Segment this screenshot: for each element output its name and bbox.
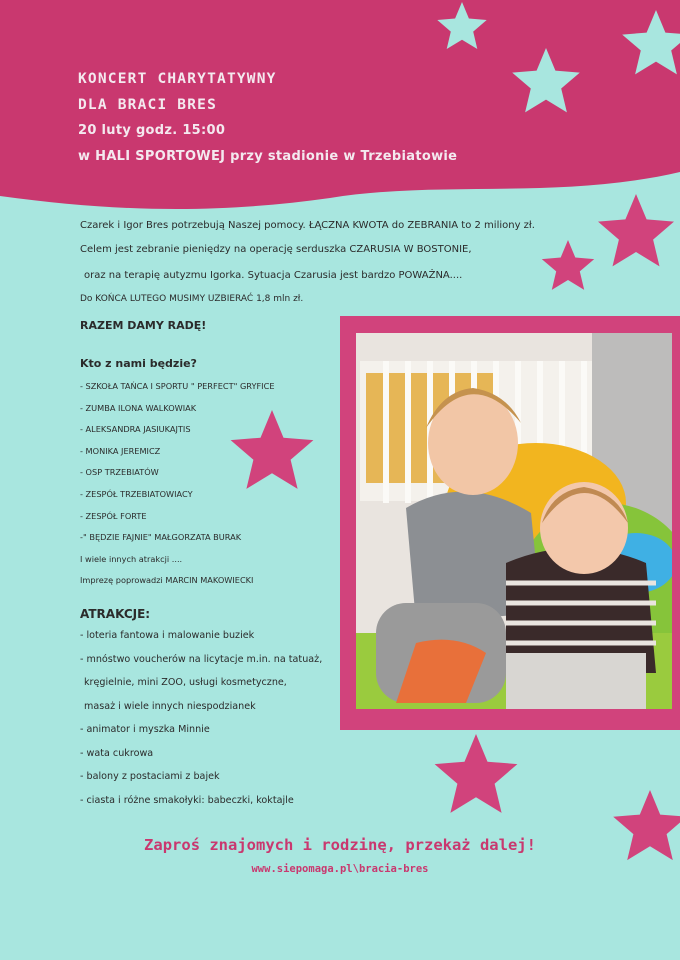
list-item: - SZKOŁA TAŃCA I SPORTU " PERFECT" GRYFICE [80, 381, 275, 391]
list-item: - ZUMBA ILONA WALKOWIAK [80, 402, 197, 413]
list-item: - MONIKA JEREMICZ [80, 445, 161, 456]
star-icon [542, 240, 594, 290]
children-photo [356, 333, 672, 709]
star-icon [598, 194, 674, 266]
list-item: - loteria fantowa i malowanie buziek [80, 630, 255, 641]
event-title-line2: DLA BRACI BRES [78, 97, 218, 113]
intro-line: Do KOŃCA LUTEGO MUSIMY UZBIERAĆ 1,8 mln zł. [80, 294, 304, 304]
guests-list [80, 380, 275, 596]
share-call-to-action: Zaproś znajomych i rodzinę, przekaż dalej! [144, 836, 536, 854]
list-item: kręgielnie, mini ZOO, usługi kosmetyczne, [84, 677, 287, 688]
list-item: - ZESPÓŁ TRZEBIATOWIACY [80, 488, 193, 499]
list-item: Imprezę poprowadzi MARCIN MAKOWIECKI [80, 575, 254, 586]
attractions-list [80, 630, 322, 818]
event-title-line1: KONCERT CHARYTATYWNY [78, 71, 277, 87]
event-venue: w HALI SPORTOWEJ przy stadionie w Trzebiatowie [78, 149, 458, 164]
list-item: - ALEKSANDRA JASIUKAJTIS [80, 424, 191, 435]
list-item: - animator i myszka Minnie [80, 724, 210, 735]
guests-heading: Kto z nami będzie? [80, 357, 197, 370]
intro-line: oraz na terapię autyzmu Igorka. Sytuacja Czarusia jest bardzo POWAŻNA.... [84, 270, 463, 281]
list-item: masaż i wiele innych niespodzianek [84, 700, 256, 712]
star-icon [435, 734, 518, 813]
donation-url[interactable]: www.siepomaga.pl\bracia-bres [251, 863, 429, 875]
motto: RAZEM DAMY RADĘ! [80, 319, 207, 332]
attractions-heading: ATRAKCJE: [80, 607, 151, 621]
children-photo-icon [356, 333, 672, 709]
intro-line: Celem jest zebranie pieniędzy na operację serduszka CZARUSIA W BOSTONIE, [80, 244, 472, 255]
list-item: - mnóstwo voucherów na licytacje m.in. na tatuaż, [80, 653, 323, 665]
intro-line: Czarek i Igor Bres potrzebują Naszej pomocy. ŁĄCZNA KWOTA do ZEBRANIA to 2 miliony zł. [80, 220, 535, 231]
list-item: I wiele innych atrakcji .... [80, 553, 183, 564]
list-item: - ciasta i różne smakołyki: babeczki, koktajle [80, 794, 294, 806]
event-header [78, 66, 598, 170]
list-item: - balony z postaciami z bajek [80, 771, 220, 782]
event-date: 20 luty godz. 15:00 [78, 123, 226, 138]
list-item: - ZESPÓŁ FORTE [80, 510, 147, 521]
list-item: - OSP TRZEBIATÓW [80, 467, 159, 478]
list-item: -" BĘDZIE FAJNIE" MAŁGORZATA BURAK [80, 532, 242, 543]
list-item: - wata cukrowa [80, 747, 154, 759]
